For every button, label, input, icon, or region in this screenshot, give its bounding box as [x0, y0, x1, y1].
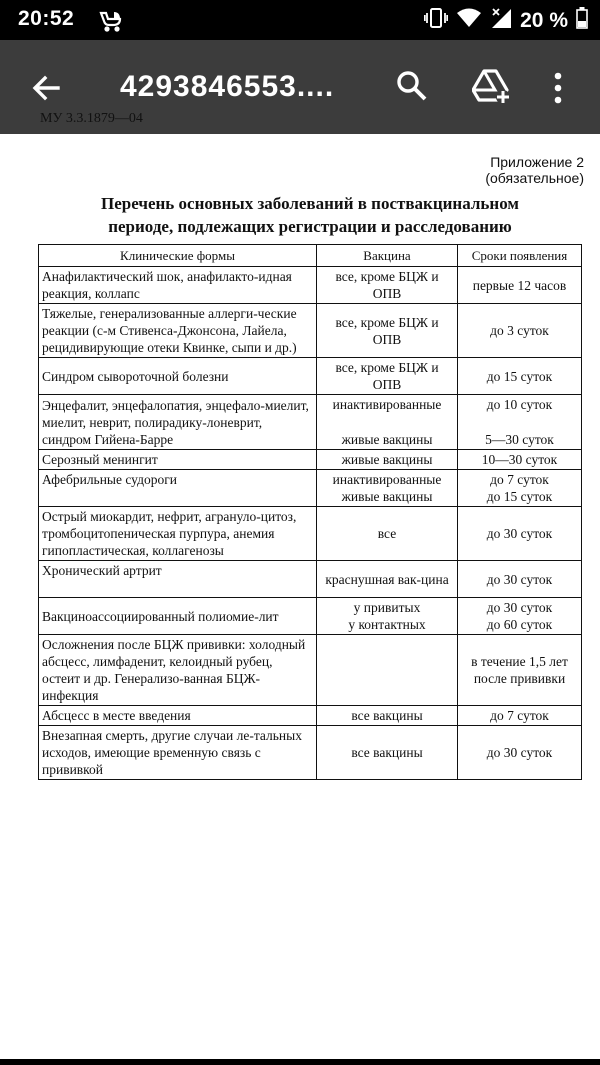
clinical-form: Анафилактический шок, анафилакто-идная реакция, коллапс [39, 267, 317, 304]
table-header-row [39, 245, 582, 267]
table-row [39, 267, 582, 304]
signal-icon [490, 7, 512, 34]
status-bar [0, 0, 600, 40]
vaccine: все [317, 507, 458, 561]
table-row [39, 358, 582, 395]
clinical-form: Вакциноассоциированный полиомие-лит [39, 598, 317, 635]
more-vert-icon[interactable] [552, 70, 564, 111]
document-heading [40, 192, 580, 238]
clinical-form: Хронический артрит [39, 561, 317, 598]
appendix-label [485, 154, 584, 186]
clinical-form: Осложнения после БЦЖ прививки: холодный абсцесс, лимфаденит, келоидный рубец, остеит и др. Генерализо-ванная БЦЖ-инфекция [39, 635, 317, 706]
clinical-form: Энцефалит, энцефалопатия, энцефало-миелит, миелит, неврит, полирадику-лоневрит, синдром Гийена-Барре [39, 395, 317, 450]
heading-line: периоде, подлежащих регистрации и расследованию [108, 217, 512, 236]
heading-line: Перечень основных заболеваний в поствакцинальном [101, 194, 519, 213]
table-row [39, 561, 582, 598]
vaccine: живые вакцины [317, 450, 458, 470]
onset: до 3 суток [458, 304, 582, 358]
complications-table [38, 244, 582, 780]
onset: до 30 суток [486, 600, 553, 615]
table-row [39, 470, 582, 507]
battery-percent: 20 % [520, 8, 568, 32]
vaccine: все, кроме БЦЖ и ОПВ [317, 304, 458, 358]
column-header: Клинические формы [39, 245, 317, 267]
onset: до 7 суток [490, 472, 549, 487]
onset: до 30 суток [458, 507, 582, 561]
onset-cell [458, 598, 582, 635]
onset: до 15 суток [486, 489, 553, 504]
table-row [39, 450, 582, 470]
clinical-form: Серозный менингит [39, 450, 317, 470]
appendix-number: Приложение 2 [490, 154, 584, 170]
vaccine: инактивированные [332, 397, 442, 412]
document-page [0, 134, 600, 1059]
clinical-form: Тяжелые, генерализованные аллерги-ческие реакции (с-м Стивенса-Джонсона, Лайела, рецидивирующие отеки Квинке, сыпи и др.) [39, 304, 317, 358]
table-row [39, 706, 582, 726]
status-time: 20:52 [18, 7, 75, 30]
onset-cell [458, 395, 582, 450]
vaccine-cell [317, 470, 458, 507]
document-title: 4293846553.... [120, 70, 335, 103]
vaccine [317, 635, 458, 706]
table-row [39, 507, 582, 561]
onset: в течение 1,5 лет после прививки [458, 635, 582, 706]
vaccine: краснушная вак-цина [317, 561, 458, 598]
onset: до 10 суток [486, 397, 553, 412]
clinical-form: Острый миокардит, нефрит, агрануло-цитоз, тромбоцитопеническая пурпура, анемия гипопластическая, коллагенозы [39, 507, 317, 561]
onset-cell [458, 470, 582, 507]
battery-icon [576, 7, 588, 34]
vaccine-cell [317, 395, 458, 450]
clinical-form: Синдром сывороточной болезни [39, 358, 317, 395]
vaccine: все вакцины [317, 706, 458, 726]
onset: до 15 суток [458, 358, 582, 395]
vaccine: все, кроме БЦЖ и ОПВ [317, 267, 458, 304]
onset: первые 12 часов [458, 267, 582, 304]
table-row [39, 395, 582, 450]
vaccine: все вакцины [317, 726, 458, 780]
table-row [39, 598, 582, 635]
onset: до 60 суток [486, 617, 553, 632]
drive-add-icon[interactable] [472, 68, 512, 111]
vibrate-icon [424, 7, 448, 34]
vaccine: все, кроме БЦЖ и ОПВ [317, 358, 458, 395]
onset: 10—30 суток [458, 450, 582, 470]
table-row [39, 726, 582, 780]
appendix-status: (обязательное) [485, 170, 584, 186]
search-icon[interactable] [394, 68, 430, 109]
bottom-edge [0, 1059, 600, 1065]
clinical-form: Абсцесс в месте введения [39, 706, 317, 726]
clinical-form: Внезапная смерть, другие случаи ле-тальных исходов, имеющие временную связь с прививкой [39, 726, 317, 780]
onset: до 7 суток [458, 706, 582, 726]
onset: до 30 суток [458, 561, 582, 598]
vaccine: живые вакцины [341, 489, 433, 504]
column-header: Сроки появления [458, 245, 582, 267]
vaccine: живые вакцины [341, 432, 433, 447]
table-row [39, 635, 582, 706]
document-code: МУ 3.3.1879—04 [40, 111, 143, 126]
column-header: Вакцина [317, 245, 458, 267]
vaccine: у контактных [348, 617, 426, 632]
vaccine: инактивированные [332, 472, 442, 487]
stroller-icon [98, 9, 124, 38]
vaccine: у привитых [353, 600, 421, 615]
onset: до 30 суток [458, 726, 582, 780]
vaccine-cell [317, 598, 458, 635]
onset: 5—30 суток [485, 432, 554, 447]
clinical-form: Афебрильные судороги [39, 470, 317, 507]
wifi-icon [456, 7, 482, 34]
table-row [39, 304, 582, 358]
back-arrow-icon[interactable] [28, 70, 64, 106]
